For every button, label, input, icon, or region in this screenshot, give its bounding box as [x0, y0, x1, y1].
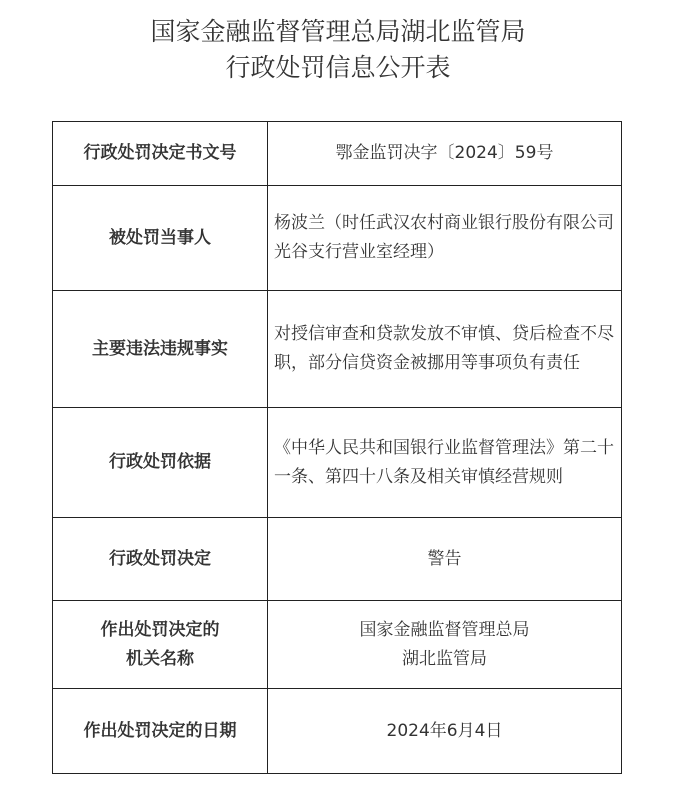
penalty-info-table	[52, 121, 622, 774]
row-value-authority	[268, 601, 622, 689]
table-row	[53, 601, 622, 689]
row-label-decision-date: 作出处罚决定的日期	[53, 689, 268, 774]
table-row	[53, 689, 622, 774]
row-value-legal-basis: 《中华人民共和国银行业监督管理法》第二十一条、第四十八条及相关审慎经营规则	[268, 408, 622, 518]
title-line-2: 行政处罚信息公开表	[225, 53, 451, 82]
table-row	[53, 186, 622, 291]
row-label-legal-basis: 行政处罚依据	[53, 408, 268, 518]
title-line-1: 国家金融监督管理总局湖北监管局	[150, 17, 526, 46]
row-label-decision-number: 行政处罚决定书文号	[53, 122, 268, 186]
table-row	[53, 408, 622, 518]
row-value-authority-line-1: 国家金融监督管理总局	[359, 619, 530, 640]
row-value-decision: 警告	[268, 518, 622, 601]
row-label-authority	[53, 601, 268, 689]
row-value-violation-facts: 对授信审查和贷款发放不审慎、贷后检查不尽职，部分信贷资金被挪用等事项负有责任	[268, 291, 622, 408]
row-value-authority-line-2: 湖北监管局	[402, 648, 487, 669]
table-row	[53, 122, 622, 186]
page-title	[0, 14, 676, 86]
row-label-party: 被处罚当事人	[53, 186, 268, 291]
row-label-violation-facts: 主要违法违规事实	[53, 291, 268, 408]
row-value-decision-date: 2024年6月4日	[268, 689, 622, 774]
row-label-decision: 行政处罚决定	[53, 518, 268, 601]
table-row	[53, 291, 622, 408]
row-value-party: 杨波兰（时任武汉农村商业银行股份有限公司光谷支行营业室经理）	[268, 186, 622, 291]
table-row	[53, 518, 622, 601]
row-value-decision-number: 鄂金监罚决字〔2024〕59号	[268, 122, 622, 186]
row-label-authority-line-1: 作出处罚决定的	[100, 619, 220, 640]
row-label-authority-line-2: 机关名称	[126, 648, 194, 669]
